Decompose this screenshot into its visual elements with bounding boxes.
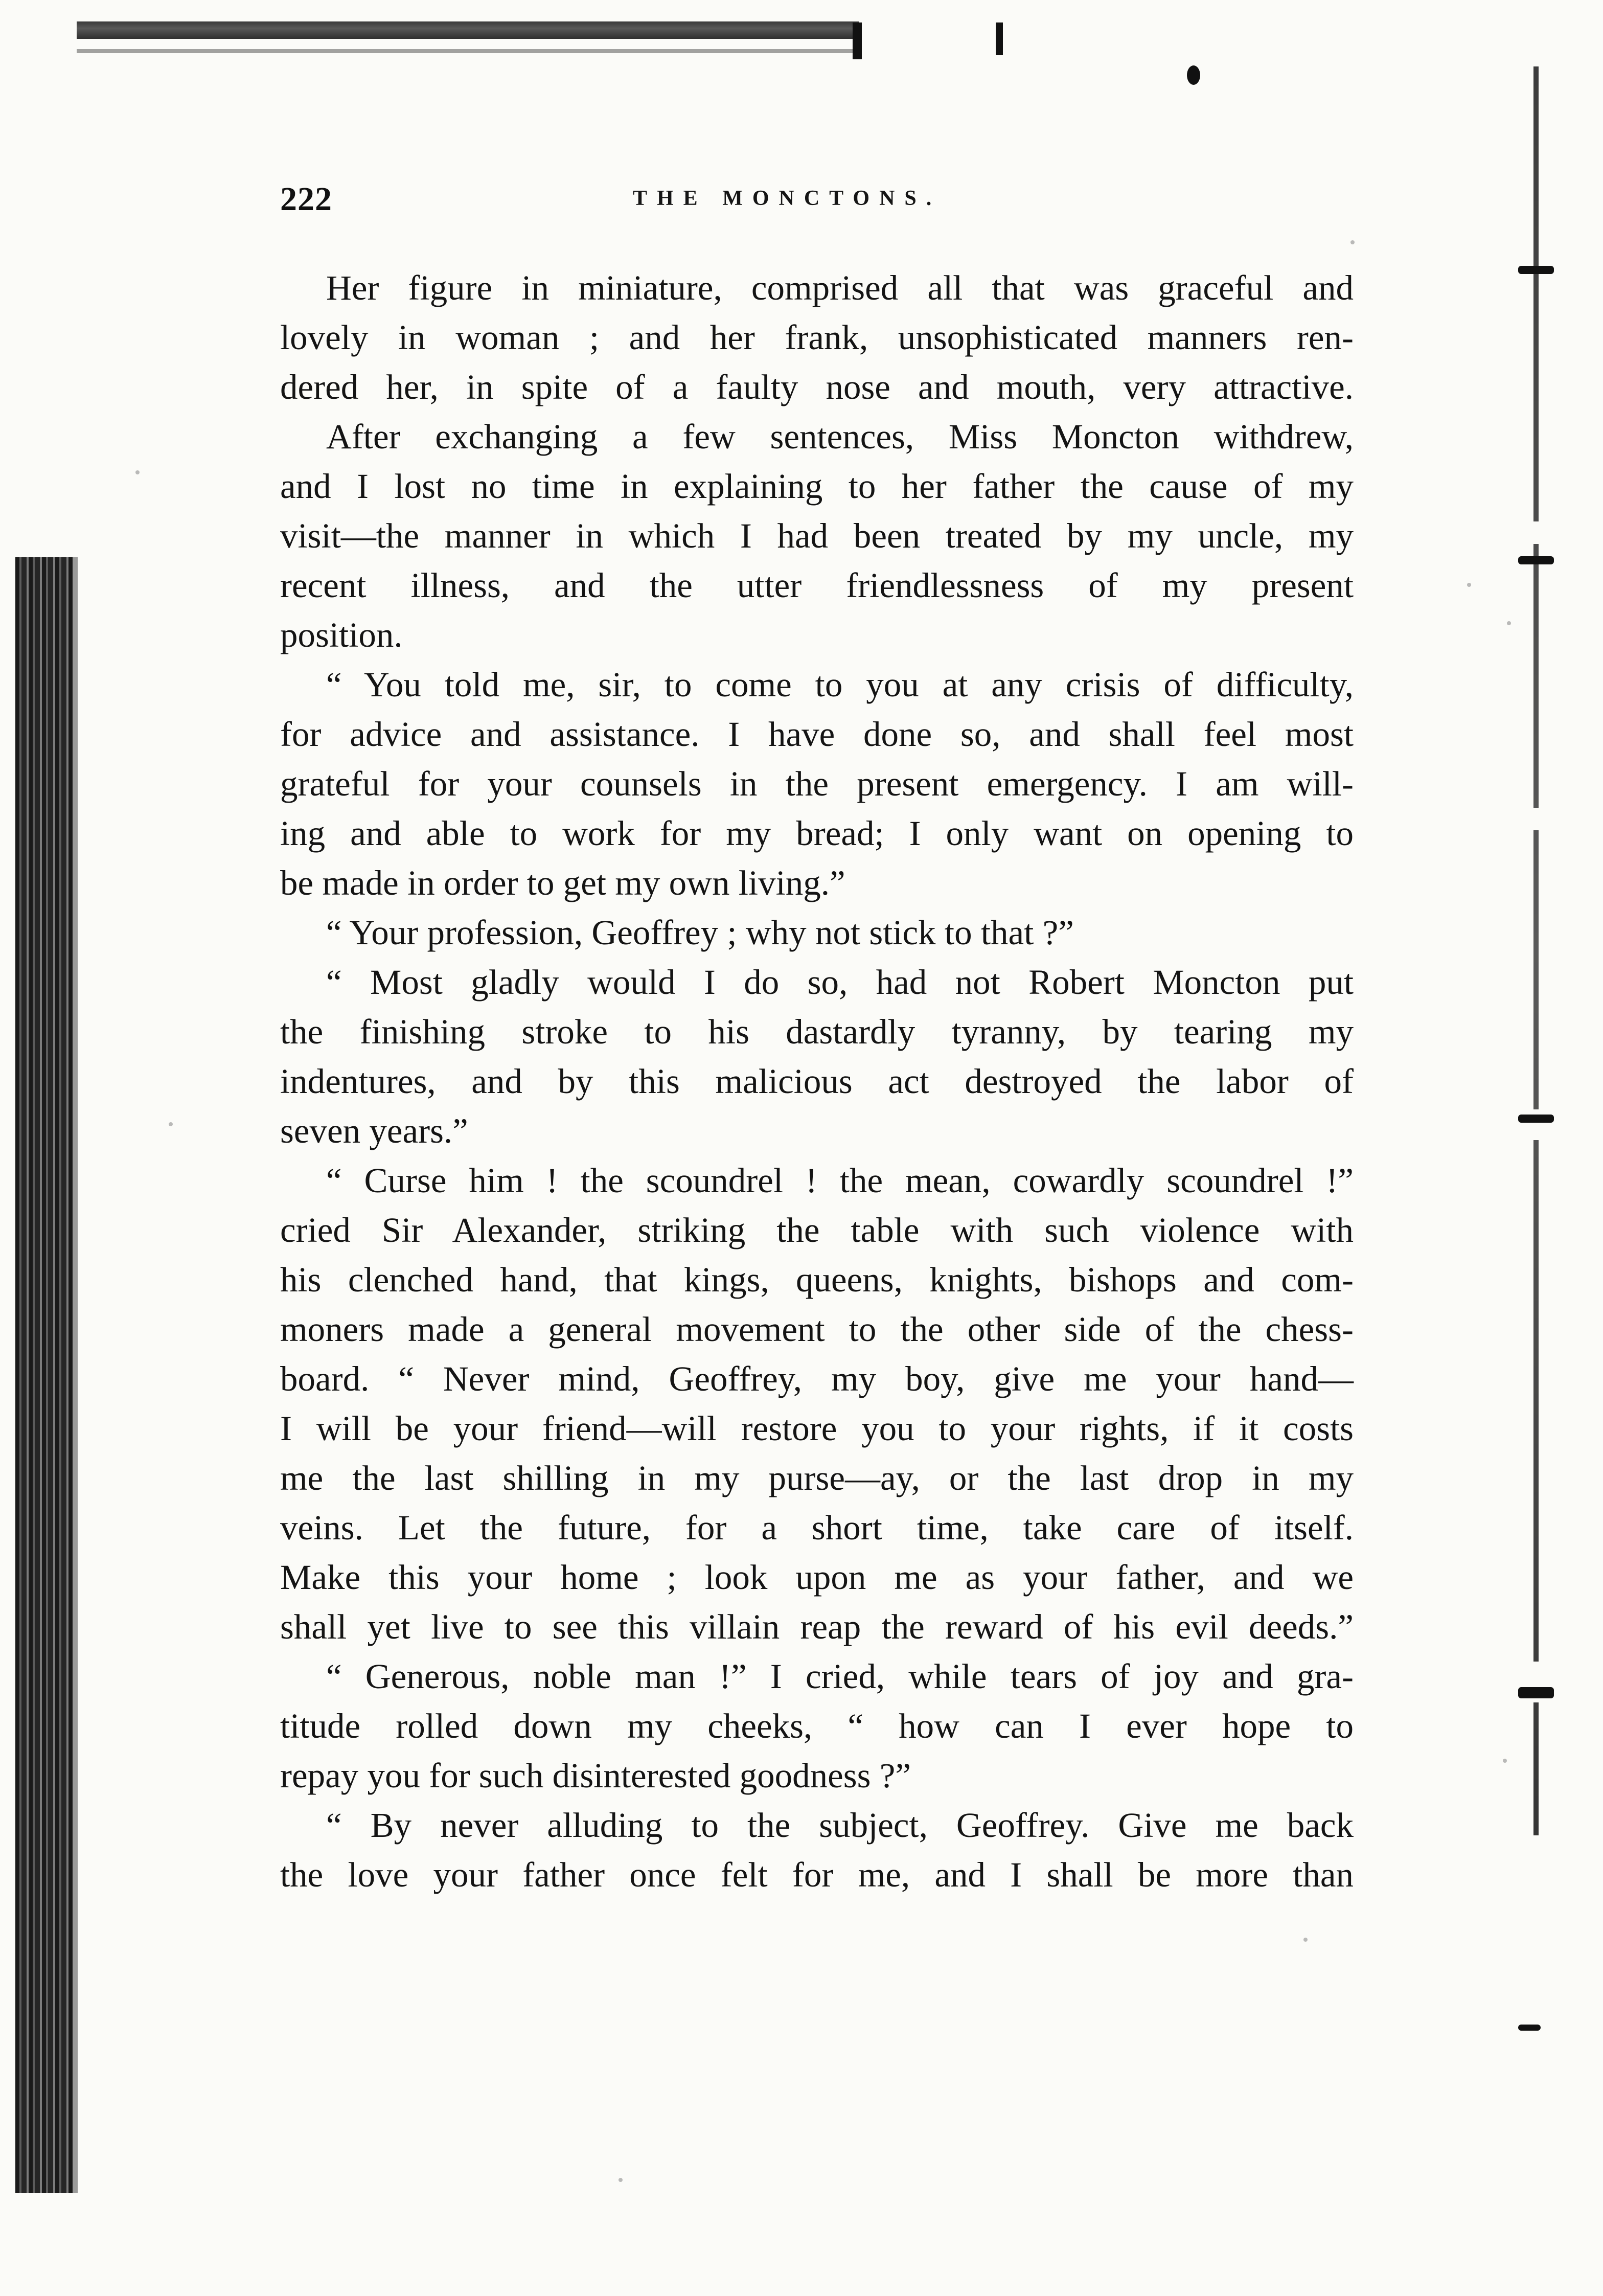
text-line: his clenched hand, that kings, queens, knights, bishops and com- [280, 1260, 1354, 1299]
text-line: me the last shilling in my purse—ay, or the last drop in my [280, 1459, 1354, 1497]
text-line: indentures, and by this malicious act destroyed the labor of [280, 1062, 1354, 1101]
left-binding-shadow [15, 557, 73, 2193]
top-ink-mark [853, 22, 862, 59]
right-rule-gap [1533, 808, 1539, 830]
text-line: recent illness, and the utter friendlessness of my present [280, 566, 1354, 605]
text-line: “ Most gladly would I do so, had not Robert Moncton put [326, 963, 1354, 1002]
text-line: be made in order to get my own living.” [280, 863, 845, 902]
text-line: “ By never alluding to the subject, Geoffrey. Give me back [326, 1806, 1354, 1845]
text-line: Make this your home ; look upon me as your father, and we [280, 1558, 1354, 1597]
speck [135, 470, 140, 474]
text-line: cried Sir Alexander, striking the table with such violence with [280, 1211, 1354, 1249]
top-ink-mark [996, 22, 1003, 55]
text-line: Her figure in miniature, comprised all that was graceful and [326, 268, 1354, 307]
speck [1303, 1938, 1308, 1942]
text-line: “ Curse him ! the scoundrel ! the mean, cowardly scoundrel !” [326, 1161, 1354, 1200]
text-line: I will be your friend—will restore you to your rights, if it costs [280, 1409, 1354, 1448]
text-line: “ You told me, sir, to come to you at any crisis of difficulty, [326, 665, 1354, 704]
speck [1503, 1759, 1507, 1763]
text-line: repay you for such disinterested goodness ?” [280, 1756, 911, 1795]
top-thin-rule [77, 49, 854, 53]
text-line: shall yet live to see this villain reap the reward of his evil deeds.” [280, 1607, 1354, 1646]
speck [619, 2178, 623, 2182]
right-rule-gap [1533, 521, 1539, 544]
text-line: lovely in woman ; and her frank, unsophisticated manners ren- [280, 318, 1354, 357]
text-line: ing and able to work for my bread; I only want on opening to [280, 814, 1354, 853]
text-line: for advice and assistance. I have done so, and shall feel most [280, 715, 1354, 754]
left-binding-edge [73, 557, 78, 2193]
text-line: position. [280, 616, 403, 654]
text-line: moners made a general movement to the other side of the chess- [280, 1310, 1354, 1349]
speck [169, 1122, 173, 1126]
text-line: board. “ Never mind, Geoffrey, my boy, give me your hand— [280, 1359, 1354, 1398]
text-line: visit—the manner in which I had been treated by my uncle, my [280, 516, 1354, 555]
text-line: the love your father once felt for me, and I shall be more than [280, 1855, 1354, 1894]
right-rule-gap [1533, 1109, 1539, 1140]
right-page-rule [1533, 66, 1539, 1835]
text-line: veins. Let the future, for a short time, take care of itself. [280, 1508, 1354, 1547]
running-head: THE MONCTONS. [633, 187, 942, 210]
text-line: titude rolled down my cheeks, “ how can I ever hope to [280, 1707, 1354, 1745]
text-line: and I lost no time in explaining to her father the cause of my [280, 467, 1354, 506]
top-printed-rule [77, 21, 859, 39]
text-line: “ Your profession, Geoffrey ; why not stick to that ?” [326, 913, 1074, 952]
right-margin-arrow [1518, 1115, 1554, 1123]
speck [1507, 621, 1511, 625]
text-line: “ Generous, noble man !” I cried, while tears of joy and gra- [326, 1657, 1354, 1696]
text-line: After exchanging a few sentences, Miss Moncton withdrew, [326, 417, 1354, 456]
speck [1350, 240, 1355, 244]
top-ink-dot [1187, 65, 1200, 85]
right-margin-arrow [1518, 1687, 1554, 1698]
text-line: grateful for your counsels in the present emergency. I am will- [280, 764, 1354, 803]
text-line: seven years.” [280, 1111, 468, 1150]
right-margin-arrow [1518, 556, 1554, 564]
right-margin-arrow [1518, 266, 1554, 274]
right-margin-arrow [1518, 2025, 1541, 2031]
body-text [280, 263, 1354, 1900]
page-header [0, 169, 1603, 240]
speck [1467, 583, 1471, 587]
text-line: dered her, in spite of a faulty nose and mouth, very attractive. [280, 368, 1354, 406]
page-number: 222 [280, 180, 332, 218]
text-line: the finishing stroke to his dastardly tyranny, by tearing my [280, 1012, 1354, 1051]
